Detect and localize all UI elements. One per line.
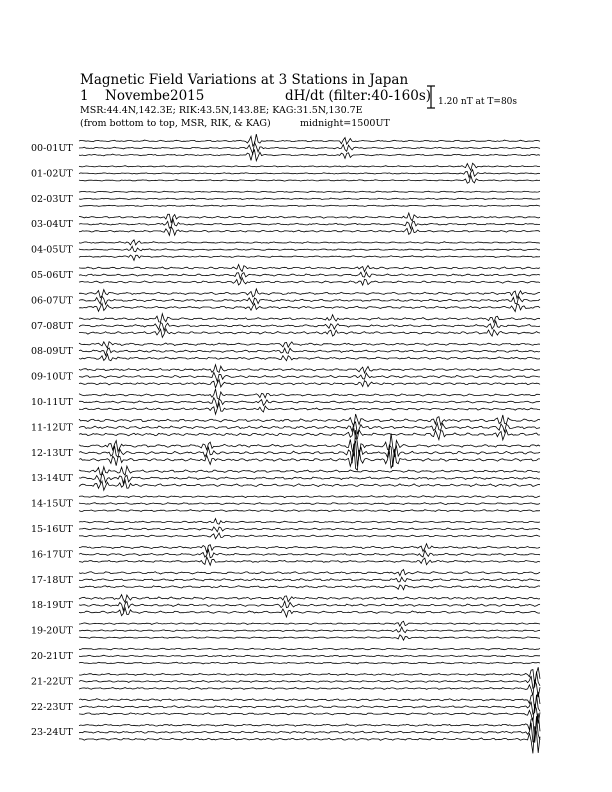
trace-rik-09-10ut <box>79 372 540 381</box>
trace-rik-10-11ut <box>79 398 540 408</box>
trace-rik-02-03ut <box>79 198 540 199</box>
hour-label: 20-21UT <box>31 651 73 662</box>
trace-msr-15-16ut <box>79 533 540 539</box>
trace-kag-01-02ut <box>79 163 540 170</box>
hour-label: 05-06UT <box>31 270 73 281</box>
trace-msr-10-11ut <box>79 403 540 414</box>
trace-kag-08-09ut <box>79 342 540 348</box>
hour-label: 02-03UT <box>31 193 73 205</box>
hour-label: 03-04UT <box>31 219 73 231</box>
quantity-label: dH/dt (filter:40-160s) <box>285 88 432 104</box>
hour-label: 16-17UT <box>31 549 73 561</box>
hour-label: 12-13UT <box>31 447 73 459</box>
hour-label: 15-16UT <box>31 524 73 535</box>
trace-kag-03-04ut <box>79 213 540 223</box>
hour-label: 01-02UT <box>31 168 73 180</box>
trace-rik-07-08ut <box>79 321 540 331</box>
trace-msr-05-06ut <box>79 278 540 285</box>
hour-labels <box>31 143 73 738</box>
trace-msr-12-13ut <box>79 444 540 470</box>
trace-kag-21-22ut <box>79 667 540 685</box>
trace-lines <box>79 134 540 753</box>
trace-kag-19-20ut <box>79 621 540 626</box>
hour-label: 09-10UT <box>31 371 73 383</box>
hour-label: 17-18UT <box>31 574 73 586</box>
scale-bar-label: 1.20 nT at T=80s <box>438 97 518 107</box>
trace-kag-18-19ut <box>79 595 540 603</box>
trace-msr-18-19ut <box>79 608 540 617</box>
trace-msr-01-02ut <box>79 176 540 184</box>
trace-kag-05-06ut <box>79 265 540 272</box>
trace-msr-03-04ut <box>79 227 540 236</box>
chart-title: Magnetic Field Variations at 3 Stations in Japan <box>80 72 409 88</box>
trace-rik-13-14ut <box>79 473 540 484</box>
trace-msr-22-23ut <box>79 705 540 724</box>
hour-label: 23-24UT <box>31 727 73 739</box>
hour-label: 19-20UT <box>31 625 73 637</box>
trace-kag-10-11ut <box>79 389 540 399</box>
trace-rik-00-01ut <box>79 143 540 155</box>
hour-label: 14-15UT <box>31 498 73 510</box>
station-coordinates: MSR:44.4N,142.3E; RIK:43.5N,143.8E; KAG:31.5N,130.7E <box>80 105 363 116</box>
trace-kag-07-08ut <box>79 314 540 323</box>
trace-rik-04-05ut <box>79 246 540 252</box>
trace-msr-08-09ut <box>79 354 540 361</box>
trace-msr-21-22ut <box>79 681 540 698</box>
hour-label: 00-01UT <box>31 143 73 154</box>
trace-rik-17-18ut <box>79 577 540 582</box>
trace-msr-13-14ut <box>79 480 540 490</box>
trace-kag-17-18ut <box>79 569 540 575</box>
trace-kag-02-03ut <box>79 191 540 192</box>
trace-msr-02-03ut <box>79 205 540 206</box>
trace-rik-08-09ut <box>79 348 540 356</box>
trace-rik-15-16ut <box>79 527 540 532</box>
trace-kag-13-14ut <box>79 466 540 475</box>
trace-kag-20-21ut <box>79 648 540 650</box>
trace-rik-03-04ut <box>79 219 540 228</box>
trace-msr-16-17ut <box>79 557 540 565</box>
hour-label: 08-09UT <box>31 346 73 358</box>
trace-kag-09-10ut <box>79 365 540 373</box>
midnight-note: midnight=1500UT <box>300 118 390 129</box>
trace-kag-00-01ut <box>79 134 540 146</box>
hour-label: 13-14UT <box>31 473 73 485</box>
trace-msr-00-01ut <box>79 150 540 161</box>
trace-kag-14-15ut <box>79 496 540 498</box>
trace-rik-20-21ut <box>79 655 540 657</box>
trace-kag-04-05ut <box>79 240 540 245</box>
trace-msr-23-24ut <box>79 726 540 753</box>
station-order-note: (from bottom to top, MSR, RIK, & KAG) <box>80 118 271 129</box>
trace-rik-18-19ut <box>79 601 540 610</box>
hour-label: 21-22UT <box>31 676 73 688</box>
date-month-year: Novembe2015 <box>105 88 205 104</box>
date-day: 1 <box>80 88 89 104</box>
trace-kag-11-12ut <box>79 414 540 427</box>
trace-msr-07-08ut <box>79 329 540 338</box>
trace-msr-09-10ut <box>79 380 540 388</box>
trace-msr-14-15ut <box>79 510 540 512</box>
trace-rik-05-06ut <box>79 272 540 279</box>
trace-msr-20-21ut <box>79 662 540 664</box>
trace-rik-06-07ut <box>79 296 540 304</box>
trace-kag-06-07ut <box>79 289 540 298</box>
trace-rik-11-12ut <box>79 422 540 434</box>
trace-kag-16-17ut <box>79 544 540 553</box>
trace-msr-04-05ut <box>79 255 540 260</box>
hour-label: 10-11UT <box>31 397 73 408</box>
trace-kag-15-16ut <box>79 519 540 525</box>
amplitude-scale-bar <box>427 86 517 108</box>
trace-rik-19-20ut <box>79 627 540 633</box>
trace-msr-06-07ut <box>79 303 540 311</box>
hour-label: 04-05UT <box>31 244 73 256</box>
hour-label: 07-08UT <box>31 320 73 332</box>
trace-msr-17-18ut <box>79 585 540 590</box>
hour-label: 06-07UT <box>31 295 73 307</box>
trace-rik-22-23ut <box>79 695 540 714</box>
hour-label: 11-12UT <box>31 422 73 434</box>
chart-header <box>80 72 431 129</box>
trace-msr-19-20ut <box>79 635 540 640</box>
trace-msr-11-12ut <box>79 428 540 440</box>
hour-label: 18-19UT <box>31 600 73 612</box>
trace-rik-14-15ut <box>79 503 540 505</box>
trace-rik-23-24ut <box>79 716 540 742</box>
hour-label: 22-23UT <box>31 701 73 713</box>
trace-rik-16-17ut <box>79 550 540 558</box>
